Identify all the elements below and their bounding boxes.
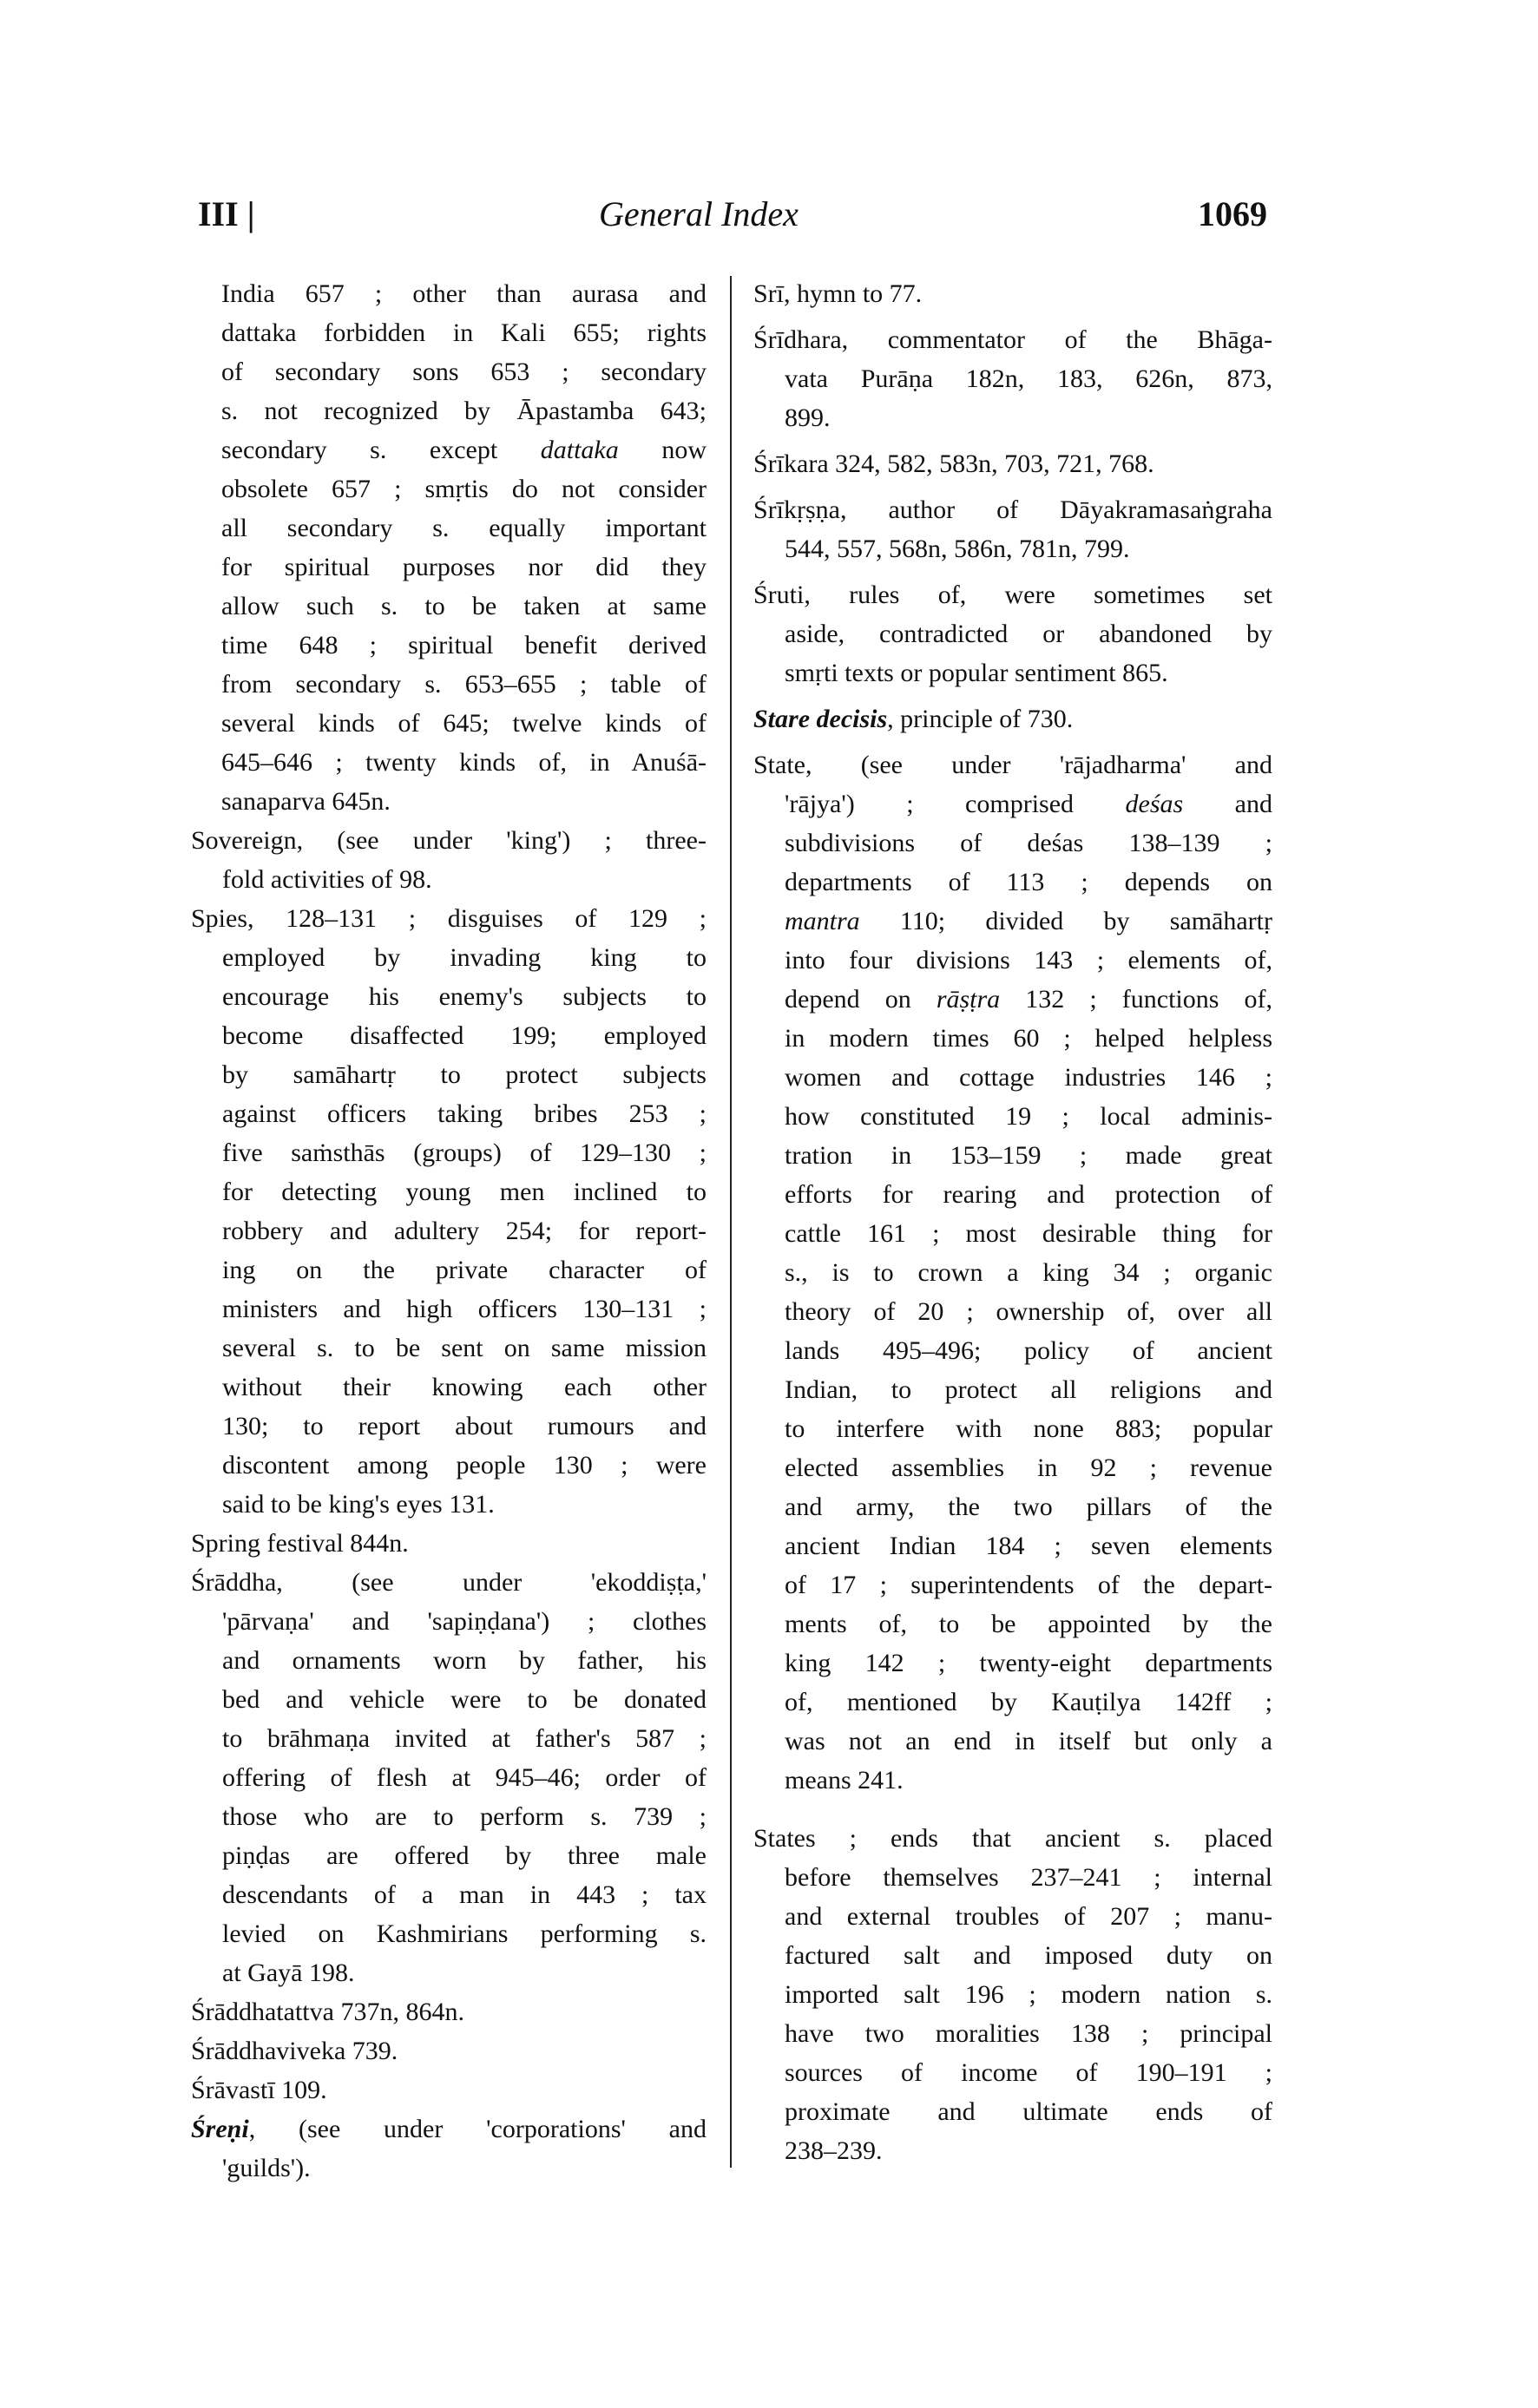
index-entry-line: departments of 113 ; depends on [785,868,1272,896]
index-entry [753,745,1272,1800]
index-entry-line: lands 495–496; policy of ancient [785,1336,1272,1365]
index-entry-line: proximate and ultimate ends of [785,2097,1272,2126]
index-entry-line: robbery and adultery 254; for report- [222,1217,707,1245]
index-entry-line: ments of, to be appointed by the [785,1610,1272,1638]
index-entry-line: and army, the two pillars of the [785,1493,1272,1521]
index-entry-line: discontent among people 130 ; were [222,1451,707,1480]
index-column-right [753,274,1272,2170]
index-entry-line: factured salt and imposed duty on [785,1941,1272,1970]
index-entry-line: for detecting young men inclined to [222,1178,707,1206]
emphasized-term: deśas [1125,790,1184,818]
index-entry-line: to interfere with none 883; popular [785,1414,1272,1443]
index-entry-heading-line: Srī, hymn to 77. [753,279,923,308]
index-entry [191,821,707,899]
index-entry-line: several kinds of 645; twelve kinds of [221,709,707,738]
index-entry-line: employed by invading king to [222,943,707,972]
index-entry-line: descendants of a man in 443 ; tax [222,1880,707,1909]
index-entry-line: 'pārvaṇa' and 'sapiṇḍana') ; clothes [222,1607,707,1636]
index-entry-line: for spiritual purposes nor did they [221,553,707,581]
index-entry-line: those who are to perform s. 739 ; [222,1802,707,1831]
index-entry-heading-line: Sovereign, (see under 'king') ; three- [191,826,707,855]
index-entry-line: 544, 557, 568n, 586n, 781n, 799. [785,535,1130,563]
index-entry [753,575,1272,692]
index-entry-line: of secondary sons 653 ; secondary [221,358,707,386]
index-entry-line: sources of income of 190–191 ; [785,2058,1272,2087]
index-entry-line: 645–646 ; twenty kinds of, in Anuśā- [221,748,707,777]
index-entry-line: by samāhartṛ to protect subjects [222,1060,707,1089]
index-entry-line: ancient Indian 184 ; seven elements [785,1532,1272,1560]
index-entry-line: king 142 ; twenty-eight departments [785,1649,1272,1677]
index-entry [753,699,1272,738]
index-entry [191,1992,707,2031]
index-entry-line: fold activities of 98. [222,865,432,894]
index-entry [191,2109,707,2188]
index-entry [191,274,707,821]
index-entry-line: in modern times 60 ; helped helpless [785,1024,1272,1053]
index-entry-line: 899. [785,404,831,432]
index-entry-line: and ornaments worn by father, his [222,1646,707,1675]
index-entry-heading-line: Spies, 128–131 ; disguises of 129 ; [191,904,707,933]
emphasized-term: mantra [785,907,860,935]
index-entry-line: Indian, to protect all religions and [785,1375,1272,1404]
index-entry-heading-line: Śruti, rules of, were sometimes set [753,581,1272,609]
index-entry-line: subdivisions of deśas 138–139 ; [785,829,1272,857]
index-entry-line: 'rājya') ; comprised deśas and [785,790,1272,818]
index-entry-line: elected assemblies in 92 ; revenue [785,1453,1272,1482]
emphasized-term: rāṣṭra [936,985,1001,1014]
index-entry-heading-line: Śrīdhara, commentator of the Bhāga- [753,325,1272,354]
index-entry-line: to brāhmaṇa invited at father's 587 ; [222,1724,707,1753]
index-entry [753,490,1272,568]
index-entry [191,2070,707,2109]
index-entry-line: levied on Kashmirians performing s. [222,1919,707,1948]
index-entry-line: obsolete 657 ; smṛtis do not consider [221,475,707,503]
index-entry-line: 238–239. [785,2136,883,2165]
index-entry-heading-line: Stare decisis, principle of 730. [753,705,1074,733]
index-entry-line: of, mentioned by Kauṭilya 142ff ; [785,1688,1272,1716]
index-entry-line: of 17 ; superintendents of the depart- [785,1571,1272,1599]
index-entry-line: from secondary s. 653–655 ; table of [221,670,707,699]
index-entry-line: encourage his enemy's subjects to [222,982,707,1011]
index-entry [753,274,1272,313]
index-entry-line: secondary s. except dattaka now [221,436,707,464]
index-entry-line: and external troubles of 207 ; manu- [785,1902,1272,1931]
index-entry-heading-line: Śreṇi, (see under 'corporations' and [191,2115,707,2143]
index-entry-line: dattaka forbidden in Kali 655; rights [221,318,707,347]
index-entry-line: means 241. [785,1766,904,1795]
index-entry [753,320,1272,437]
index-entry-line: women and cottage industries 146 ; [785,1063,1272,1092]
index-entry-heading-line: Śrāddha, (see under 'ekoddiṣṭa,' [191,1568,707,1597]
index-entry-heading-line: State, (see under 'rājadharma' and [753,751,1272,779]
index-entry [191,1524,707,1563]
index-entry [191,2031,707,2070]
index-entry-line: theory of 20 ; ownership of, over all [785,1297,1272,1326]
index-entry-line: bed and vehicle were to be donated [222,1685,707,1714]
index-entry-line: s. not recognized by Āpastamba 643; [221,397,707,425]
index-entry-line: before themselves 237–241 ; internal [785,1863,1272,1892]
index-entry-line: ing on the private character of [222,1256,707,1284]
emphasized-term: Śreṇi [191,2115,249,2143]
index-entry-line: 130; to report about rumours and [222,1412,707,1440]
index-entry-line: allow such s. to be taken at same [221,592,707,620]
index-entry-line: at Gayā 198. [222,1959,355,1987]
index-entry-line: offering of flesh at 945–46; order of [222,1763,707,1792]
index-entry [753,1819,1272,2170]
index-entry-line: have two moralities 138 ; principal [785,2019,1272,2048]
index-entry-heading-line: Śrīkara 324, 582, 583n, 703, 721, 768. [753,449,1154,478]
index-entry [191,899,707,1524]
index-entry-line: sanaparva 645n. [221,787,391,816]
index-entry-line: 'guilds'). [222,2154,311,2182]
column-divider [730,276,732,2168]
index-entry-heading-line: Śrāddhatattva 737n, 864n. [191,1998,464,2026]
index-entry [753,444,1272,483]
running-title: General Index [599,194,799,233]
index-entry-line: all secondary s. equally important [221,514,707,542]
index-entry-line: vata Purāṇa 182n, 183, 626n, 873, [785,364,1272,393]
index-column-left [191,274,707,2188]
index-entry-line: smṛti texts or popular sentiment 865. [785,659,1168,687]
index-entry-heading-line: Śrāvastī 109. [191,2076,327,2104]
index-entry-line: was not an end in itself but only a [785,1727,1272,1755]
index-entry-line: without their knowing each other [222,1373,707,1401]
index-entry-line: become disaffected 199; employed [222,1021,707,1050]
index-entry-line: ministers and high officers 130–131 ; [222,1295,707,1323]
index-entry-line: time 648 ; spiritual benefit derived [221,631,707,659]
index-entry-heading-line: States ; ends that ancient s. placed [753,1824,1272,1853]
emphasized-term: dattaka [540,436,619,464]
page-number: 1069 [1198,194,1267,233]
index-entry-line: said to be king's eyes 131. [222,1490,495,1519]
index-entry-line: into four divisions 143 ; elements of, [785,946,1272,974]
index-entry-line: India 657 ; other than aurasa and [221,279,707,308]
index-entry-line: imported salt 196 ; modern nation s. [785,1980,1272,2009]
index-entry-line: cattle 161 ; most desirable thing for [785,1219,1272,1248]
volume-marker: III | [198,194,255,233]
index-entry-line: aside, contradicted or abandoned by [785,620,1272,648]
index-entry-line: piṇḍas are offered by three male [222,1841,707,1870]
index-entry-heading-line: Śrāddhaviveka 739. [191,2037,398,2065]
index-entry-line: against officers taking bribes 253 ; [222,1099,707,1128]
emphasized-term: Stare decisis [753,705,888,733]
index-entry-line: mantra 110; divided by samāhartṛ [785,907,1272,935]
index-entry-line: five saṁsthās (groups) of 129–130 ; [222,1138,707,1167]
index-entry-line: tration in 153–159 ; made great [785,1141,1272,1170]
index-entry-line: s., is to crown a king 34 ; organic [785,1258,1272,1287]
index-entry [191,1563,707,1992]
index-entry-heading-line: Śrīkṛṣṇa, author of Dāyakramasaṅgraha [753,495,1272,524]
index-entry-heading-line: Spring festival 844n. [191,1529,409,1558]
index-entry-line: depend on rāṣṭra 132 ; functions of, [785,985,1272,1014]
index-entry-line: several s. to be sent on same mission [222,1334,707,1362]
index-entry-line: how constituted 19 ; local adminis- [785,1102,1272,1131]
index-entry-line: efforts for rearing and protection of [785,1180,1272,1209]
